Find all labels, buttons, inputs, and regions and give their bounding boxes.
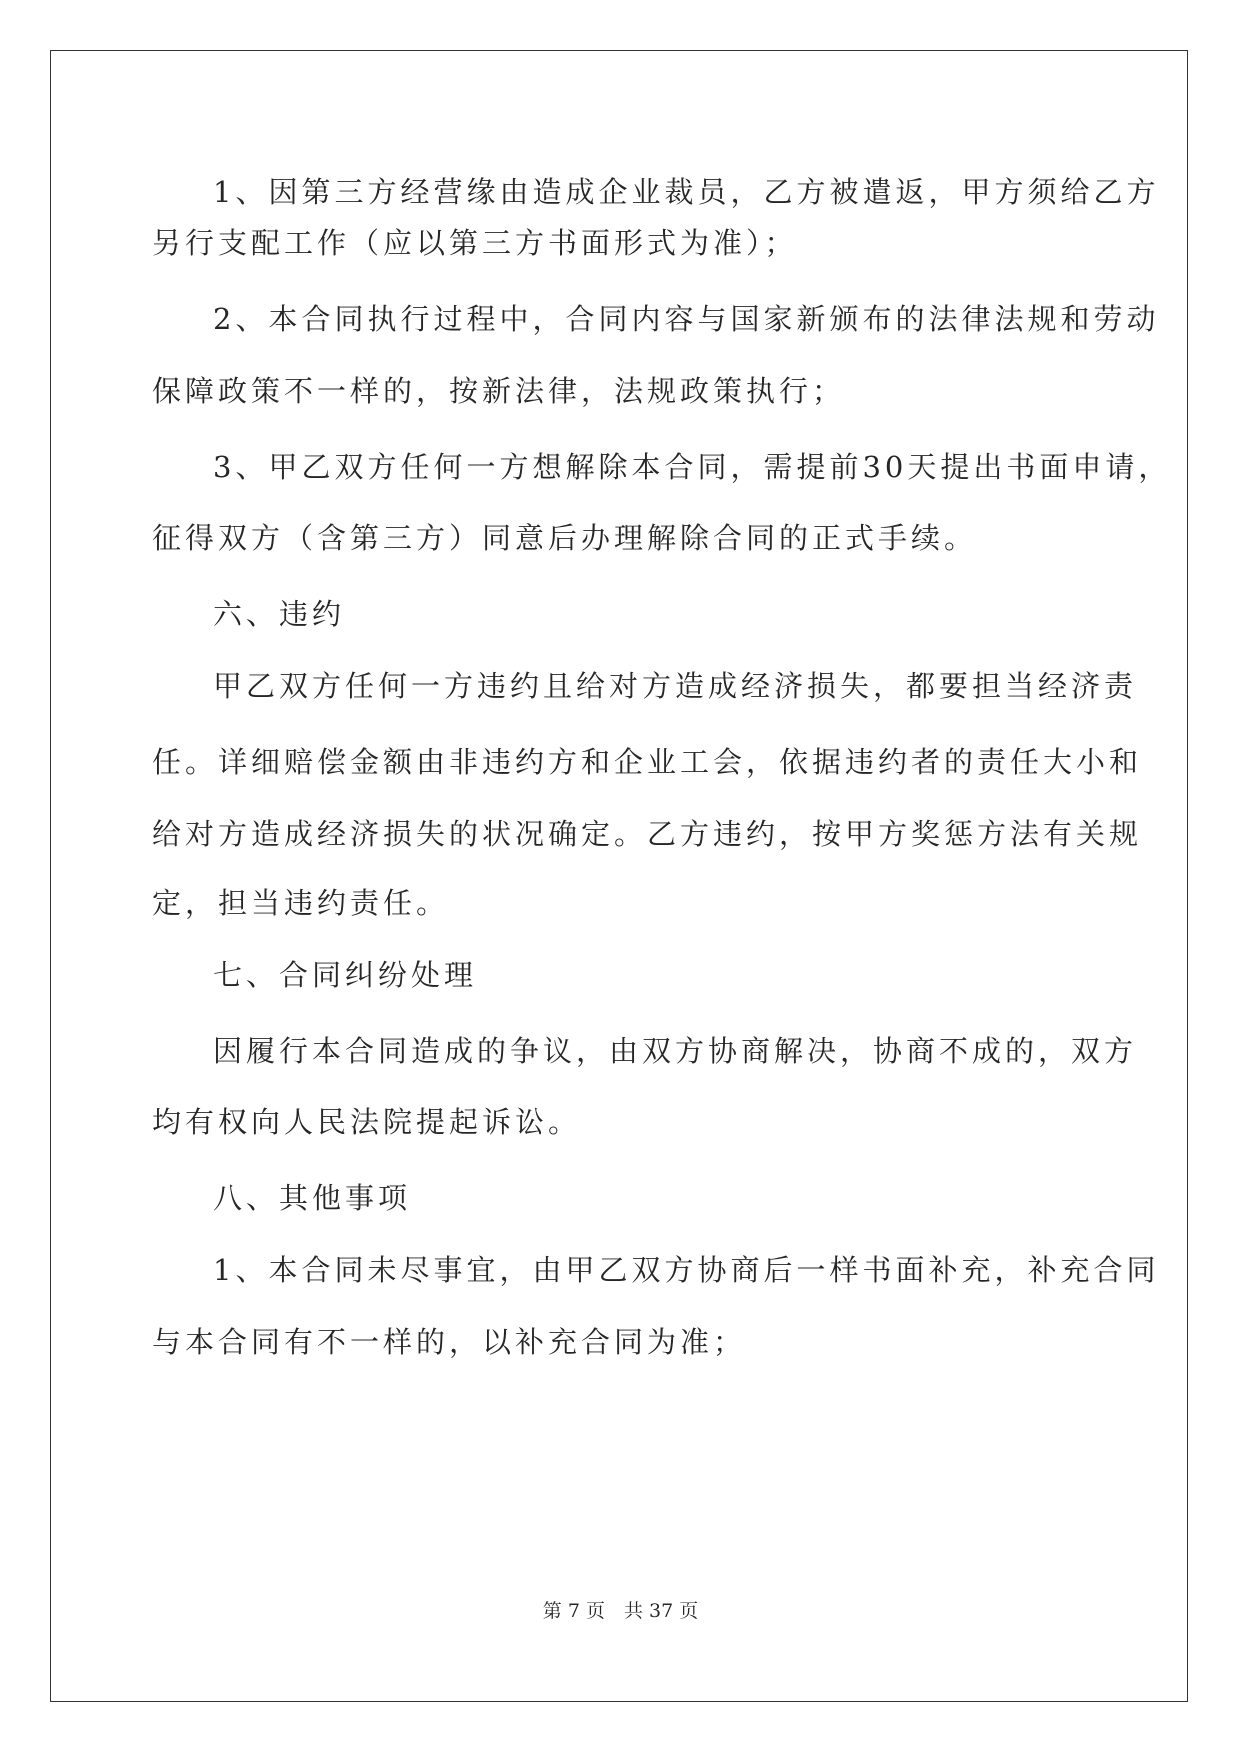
text-line: 定，担当违约责任。 [152, 886, 450, 920]
text-line: 1、因第三方经营缘由造成企业裁员，乙方被遣返，甲方须给乙方 [213, 175, 1160, 209]
text-line: 1、本合同未尽事宜，由甲乙双方协商后一样书面补充，补充合同 [213, 1253, 1160, 1287]
section-heading: 八、其他事项 [213, 1181, 412, 1215]
text-line: 甲乙双方任何一方违约且给对方造成经济损失，都要担当经济责 [213, 669, 1138, 703]
text-line: 保障政策不一样的，按新法律，法规政策执行； [152, 374, 846, 408]
text-line: 2、本合同执行过程中，合同内容与国家新颁布的法律法规和劳动 [213, 302, 1160, 336]
text-line: 给对方造成经济损失的状况确定。乙方违约，按甲方奖惩方法有关规 [152, 817, 1143, 851]
text-line: 征得双方（含第三方）同意后办理解除合同的正式手续。 [152, 521, 978, 555]
text-line: 另行支配工作（应以第三方书面形式为准）； [152, 226, 798, 260]
page-number-footer: 第 7 页 共 37 页 [542, 1600, 699, 1622]
text-line: 任。详细赔偿金额由非违约方和企业工会，依据违约者的责任大小和 [152, 745, 1143, 779]
section-heading: 七、合同纠纷处理 [213, 958, 478, 992]
text-line: 3、甲乙双方任何一方想解除本合同，需提前30天提出书面申请， [213, 450, 1172, 484]
text-line: 均有权向人民法院提起诉讼。 [152, 1105, 582, 1139]
page-border [50, 50, 1188, 1702]
text-line: 因履行本合同造成的争议，由双方协商解决，协商不成的，双方 [213, 1034, 1138, 1068]
text-line: 与本合同有不一样的，以补充合同为准； [152, 1325, 747, 1359]
section-heading: 六、违约 [213, 597, 346, 631]
